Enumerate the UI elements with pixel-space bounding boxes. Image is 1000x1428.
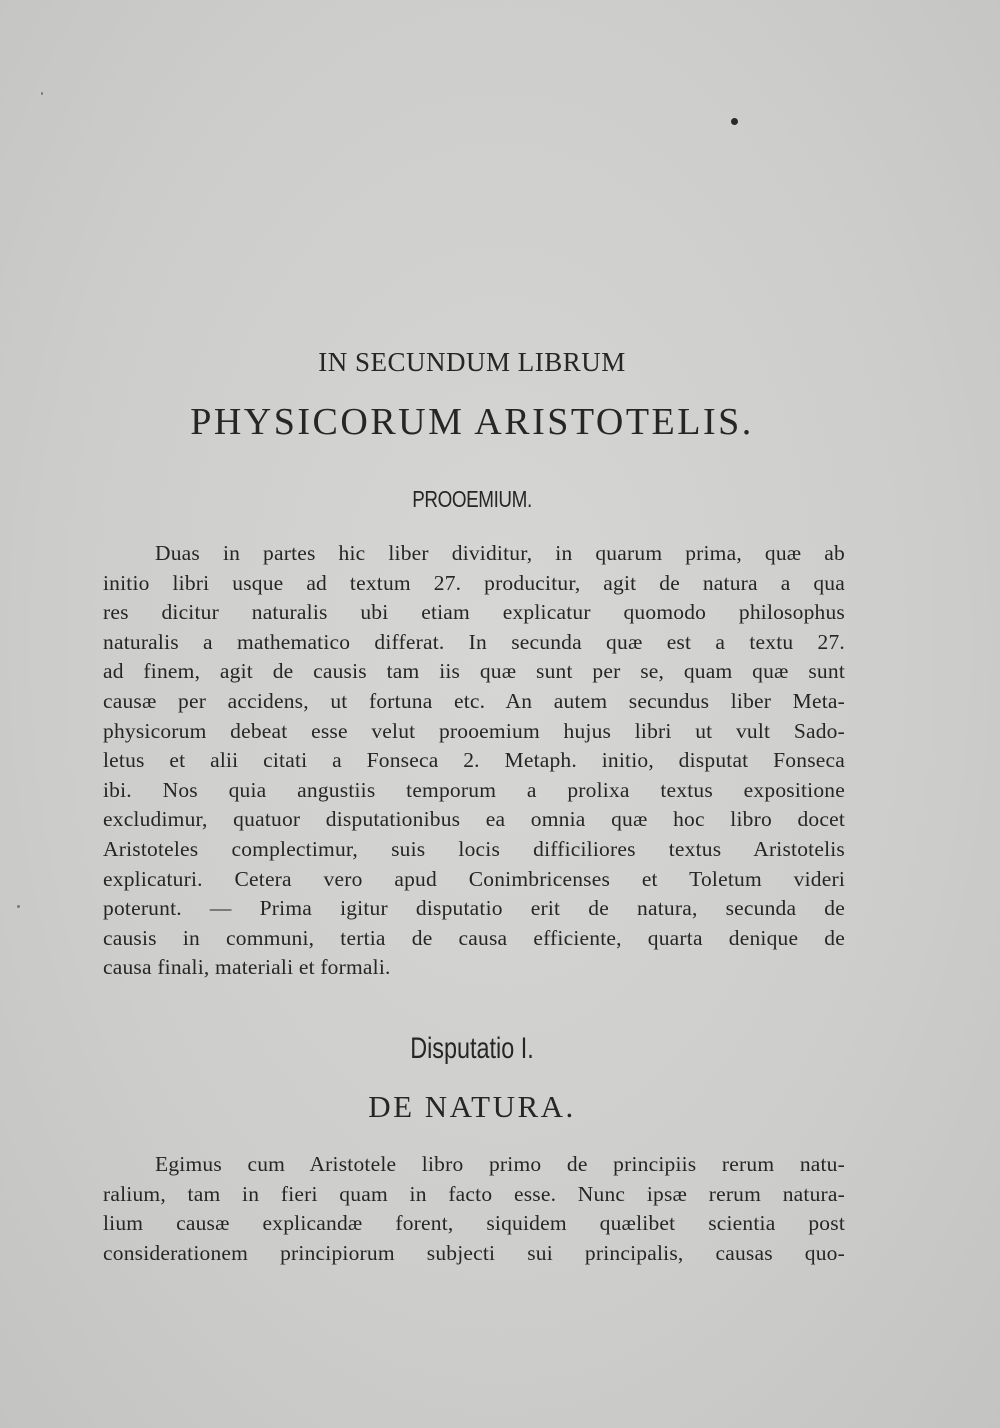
text-line: Duas in partes hic liber dividitur, in quarum prima, quæ ab <box>155 541 845 565</box>
ink-speck <box>17 905 20 908</box>
section-heading-prooemium: PROOEMIUM. <box>412 486 532 512</box>
de-natura-paragraph <box>103 1150 845 1268</box>
ink-speck <box>41 92 43 95</box>
ink-speck <box>731 118 738 125</box>
text-line: excludimur, quatuor disputationibus ea omnia quæ hoc libro docet <box>103 807 845 832</box>
text-line: considerationem principiorum subjecti sui principalis, causas quo- <box>103 1240 845 1265</box>
title-physicorum-aristotelis: PHYSICORUM ARISTOTELIS. <box>190 401 754 443</box>
section-heading-disputatio: Disputatio I. <box>410 1032 534 1065</box>
text-line: naturalis a mathematico differat. In secunda quæ est a textu 27. <box>103 629 845 654</box>
text-line: res dicitur naturalis ubi etiam explicatur quomodo philosophus <box>103 600 845 625</box>
section-heading-de-natura: DE NATURA. <box>368 1089 576 1124</box>
text-line: initio libri usque ad textum 27. producitur, agit de natura a qua <box>103 570 845 595</box>
text-line: causæ per accidens, ut fortuna etc. An autem secundus liber Meta- <box>103 688 845 713</box>
text-line: ad finem, agit de causis tam iis quæ sunt per se, quam quæ sunt <box>103 659 845 684</box>
header-in-secundum-librum: IN SECUNDUM LIBRUM <box>318 347 626 377</box>
text-line: Egimus cum Aristotele libro primo de principiis rerum natu- <box>155 1152 845 1176</box>
prooemium-paragraph <box>103 539 845 983</box>
text-line: causa finali, materiali et formali. <box>103 955 391 980</box>
text-line: letus et alii citati a Fonseca 2. Metaph. initio, disputat Fonseca <box>103 748 845 773</box>
text-line: poterunt. — Prima igitur disputatio erit de natura, secunda de <box>103 896 845 921</box>
text-line: physicorum debeat esse velut prooemium hujus libri ut vult Sado- <box>103 718 845 743</box>
text-line: explicaturi. Cetera vero apud Conimbricenses et Toletum videri <box>103 866 845 891</box>
text-line: Aristoteles complectimur, suis locis difficiliores textus Aristotelis <box>103 836 845 861</box>
text-line: lium causæ explicandæ forent, siquidem quælibet scientia post <box>103 1211 845 1236</box>
text-line: causis in communi, tertia de causa efficiente, quarta denique de <box>103 925 845 950</box>
text-line: ralium, tam in fieri quam in facto esse. Nunc ipsæ rerum natura- <box>103 1181 845 1206</box>
text-line: ibi. Nos quia angustiis temporum a prolixa textus expositione <box>103 777 845 802</box>
